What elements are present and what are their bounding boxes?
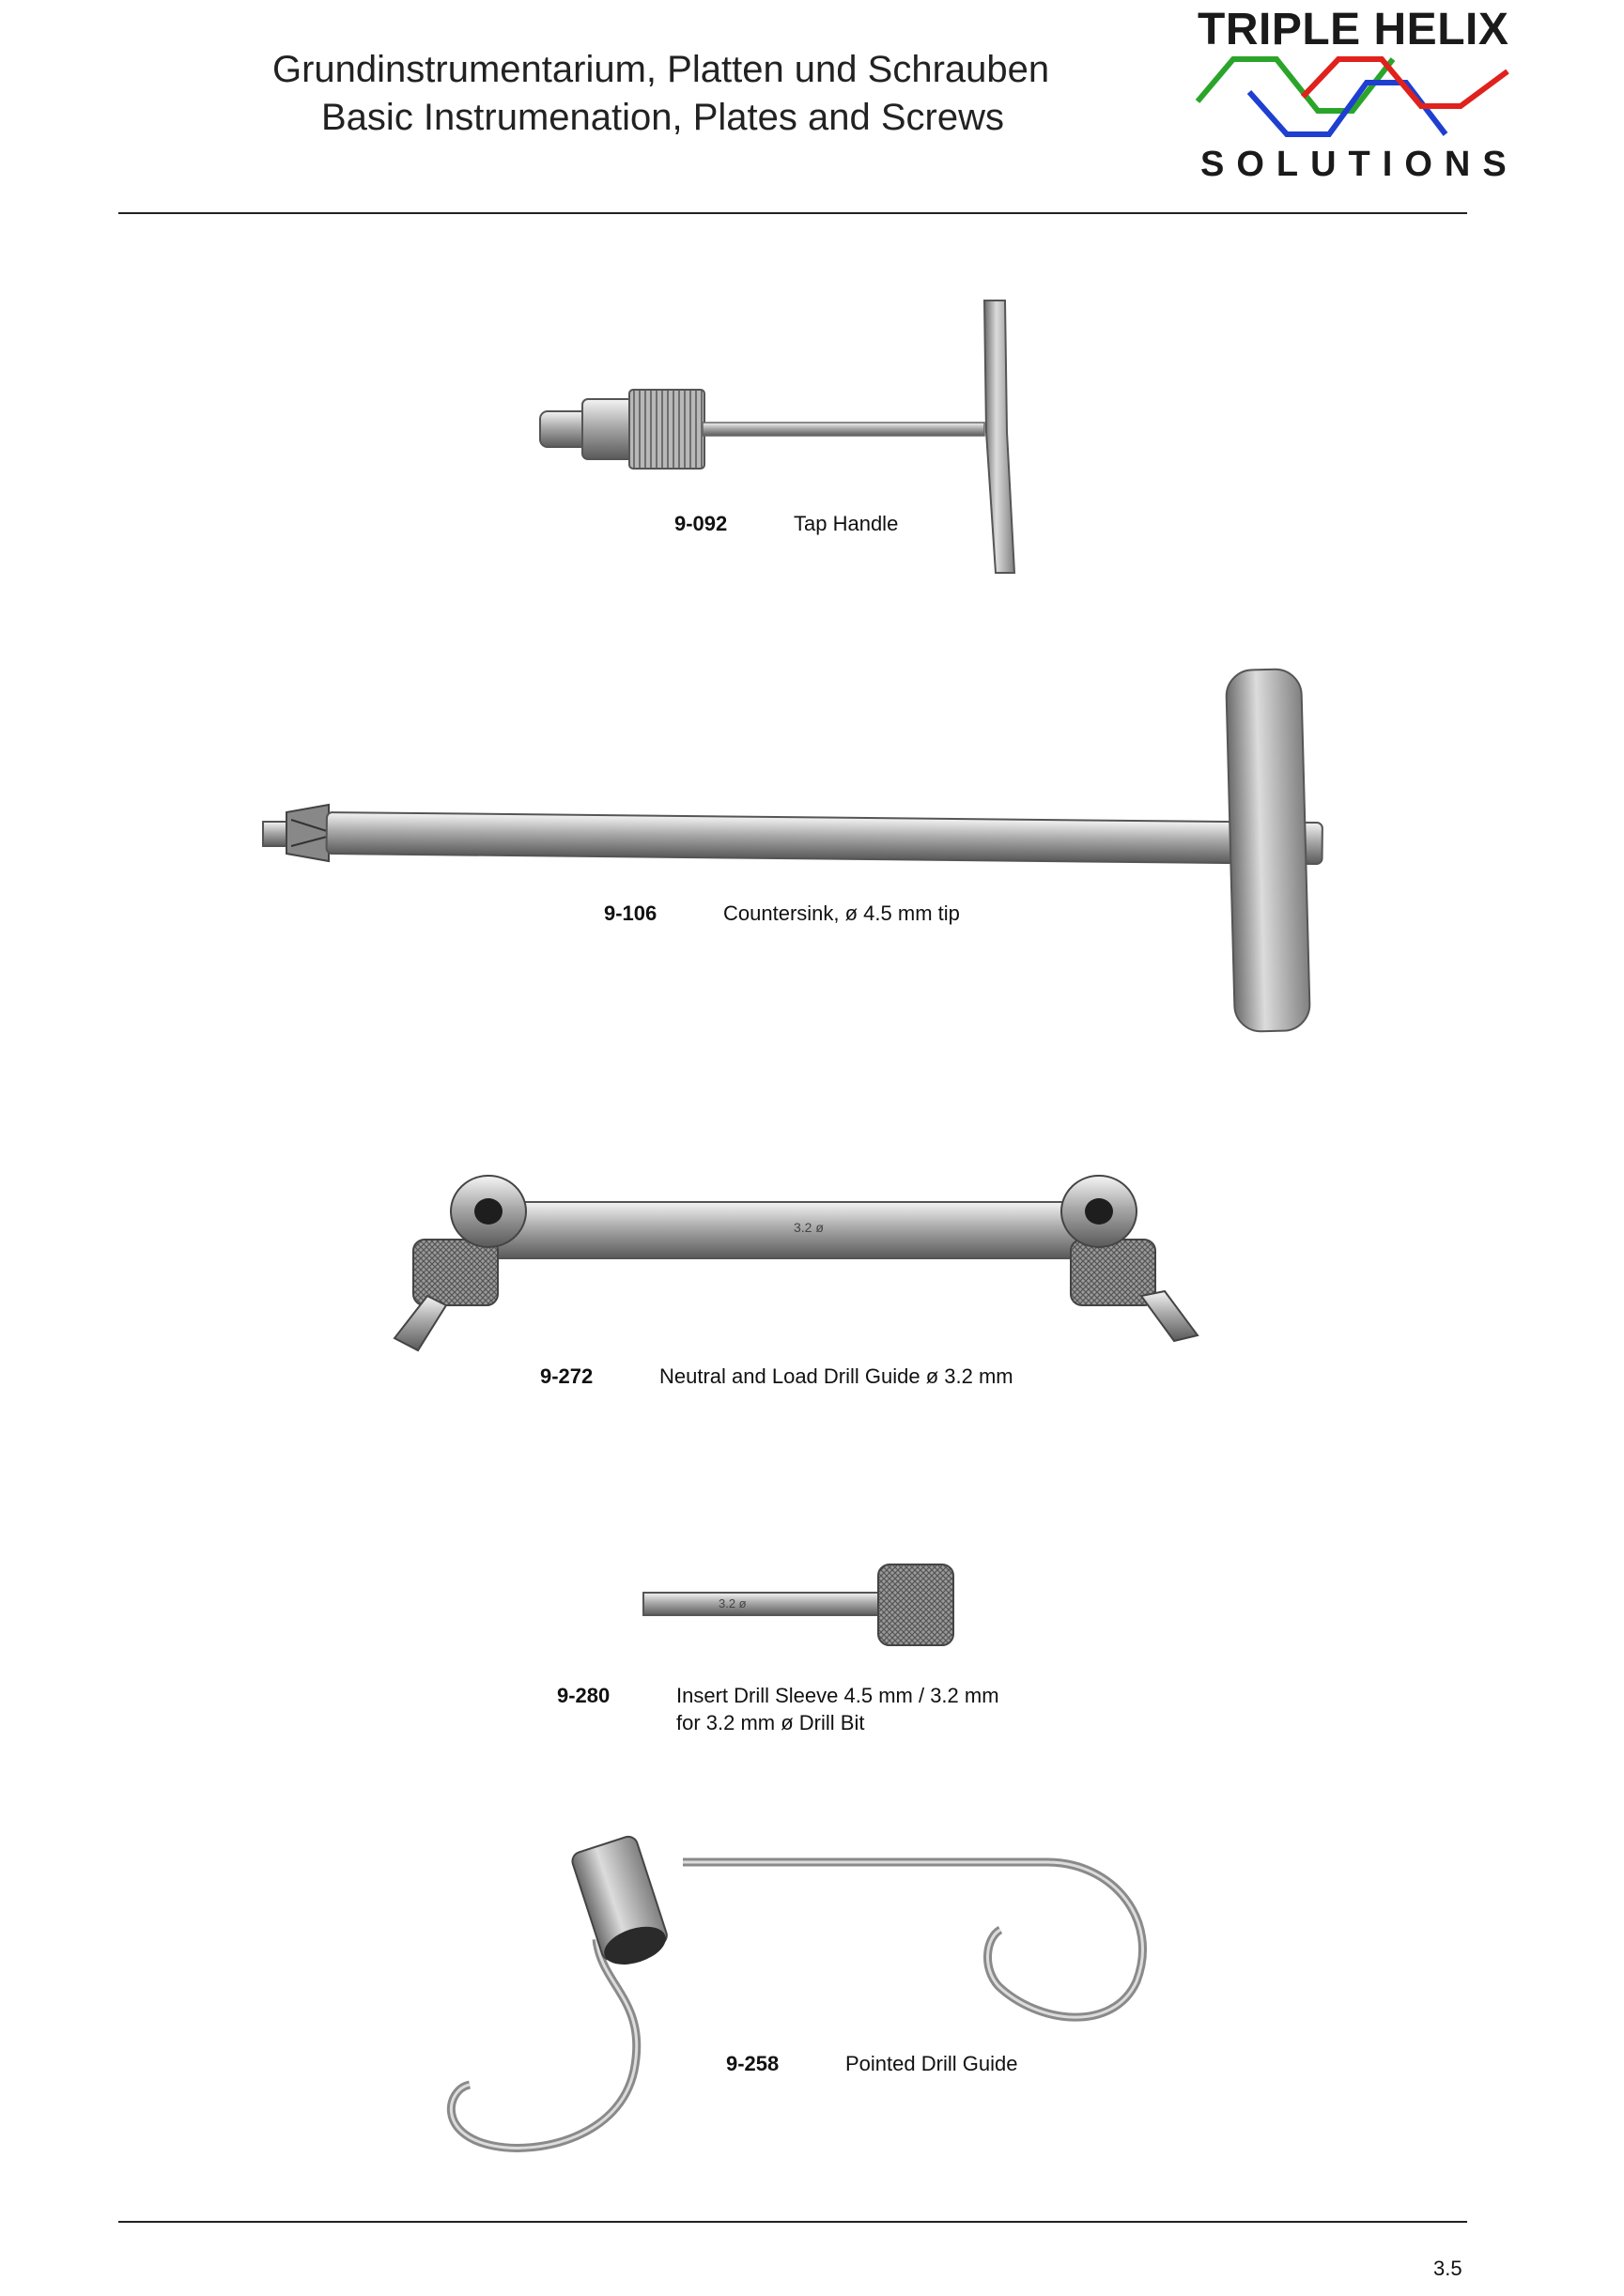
drill-sleeve-image [639,1559,967,1653]
page-number: 3.5 [1433,2257,1462,2280]
countersink-image [244,662,1324,1038]
product-description: Neutral and Load Drill Guide ø 3.2 mm [659,1364,1013,1388]
tap-handle-image [526,291,1052,582]
engraving-label: 3.2 ø [719,1596,747,1610]
product-description: Countersink, ø 4.5 mm tip [723,901,960,925]
product-code: 9-280 [557,1684,611,1707]
product-code: 9-258 [726,2052,780,2075]
product-code: 9-106 [604,901,657,925]
product-description: Insert Drill Sleeve 4.5 mm / 3.2 mm [676,1684,999,1707]
helix-logo-icon [1198,54,1517,144]
product-code: 9-272 [540,1364,594,1388]
drill-guide-image [376,1174,1221,1362]
pointed-drill-guide-image [437,1836,1169,2174]
product-description: Tap Handle [794,512,899,535]
header-divider [118,212,1467,214]
product-code: 9-092 [674,512,728,535]
page-title-german: Grundinstrumentarium, Platten und Schrauben [272,49,1050,90]
product-description: Pointed Drill Guide [845,2052,1018,2075]
page-title-english: Basic Instrumenation, Plates and Screws [321,97,1005,138]
logo-name-bottom: SOLUTIONS [1200,145,1519,184]
product-description-line-2: for 3.2 mm ø Drill Bit [676,1711,865,1734]
footer-divider [118,2221,1467,2223]
logo-name-top: TRIPLE HELIX [1198,5,1509,54]
engraving-label: 3.2 ø [794,1220,824,1235]
